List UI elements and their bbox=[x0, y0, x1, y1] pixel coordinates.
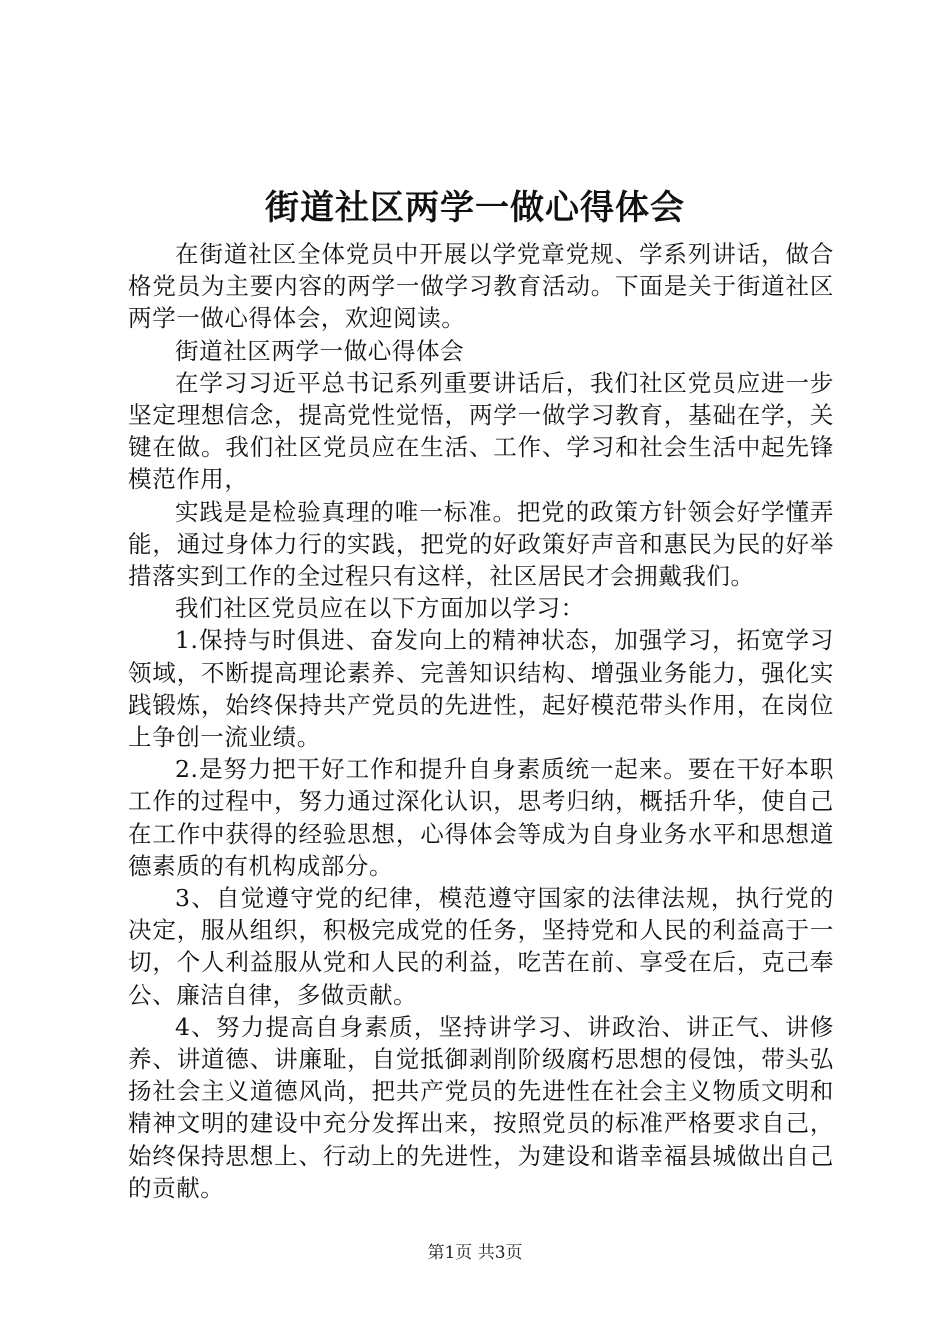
page-footer: 第1页 共3页 bbox=[427, 1243, 523, 1263]
body-paragraph: 我们社区党员应在以下方面加以学习： bbox=[175, 594, 585, 623]
list-item-4: 4、努力提高自身素质，坚持讲学习、讲政治、讲正气、讲修养、讲道德、讲廉耻，自觉抵御剥削阶级腐朽思想的侵蚀，带头弘扬社会主义道德风尚，把共产党员的先进性在社会主义物质文明和精神文明的建设中充分发挥出来，按照党员的标准严格要求自己，始终保持思想上、行动上的先进性，为建设和谐幸福县城做出自己的贡献。 bbox=[128, 1012, 834, 1202]
body-paragraph: 实践是是检验真理的唯一标准。把党的政策方针领会好学懂弄能，通过身体力行的实践，把党的好政策好声音和惠民为民的好举措落实到工作的全过程只有这样，社区居民才会拥戴我们。 bbox=[128, 497, 834, 591]
list-item-1: 1.保持与时俱进、奋发向上的精神状态，加强学习，拓宽学习领域，不断提高理论素养、完善知识结构、增强业务能力，强化实践锻炼，始终保持共产党员的先进性，起好模范带头作用，在岗位上争创一流业绩。 bbox=[128, 626, 834, 752]
document-body bbox=[128, 238, 834, 1204]
body-paragraph: 在学习习近平总书记系列重要讲话后，我们社区党员应进一步坚定理想信念，提高党性觉悟，两学一做学习教育，基础在学，关键在做。我们社区党员应在生活、工作、学习和社会生活中起先锋模范作用， bbox=[128, 368, 834, 494]
list-item-2: 2.是努力把干好工作和提升自身素质统一起来。要在干好本职工作的过程中，努力通过深化认识，思考归纳，概括升华，使自己在工作中获得的经验思想，心得体会等成为自身业务水平和思想道德素质的有机构成部分。 bbox=[128, 755, 834, 880]
intro-paragraph: 在街道社区全体党员中开展以学党章党规、学系列讲话，做合格党员为主要内容的两学一做学习教育活动。下面是关于街道社区两学一做心得体会，欢迎阅读。 bbox=[128, 240, 834, 333]
list-item-3: 3、自觉遵守党的纪律，模范遵守国家的法律法规，执行党的决定，服从组织，积极完成党的任务，坚持党和人民的利益高于一切，个人利益服从党和人民的利益，吃苦在前、享受在后，克己奉公、廉洁自律，多做贡献。 bbox=[128, 884, 834, 1009]
section-heading: 街道社区两学一做心得体会 bbox=[175, 336, 465, 365]
document-title: 街道社区两学一做心得体会 bbox=[265, 188, 685, 228]
